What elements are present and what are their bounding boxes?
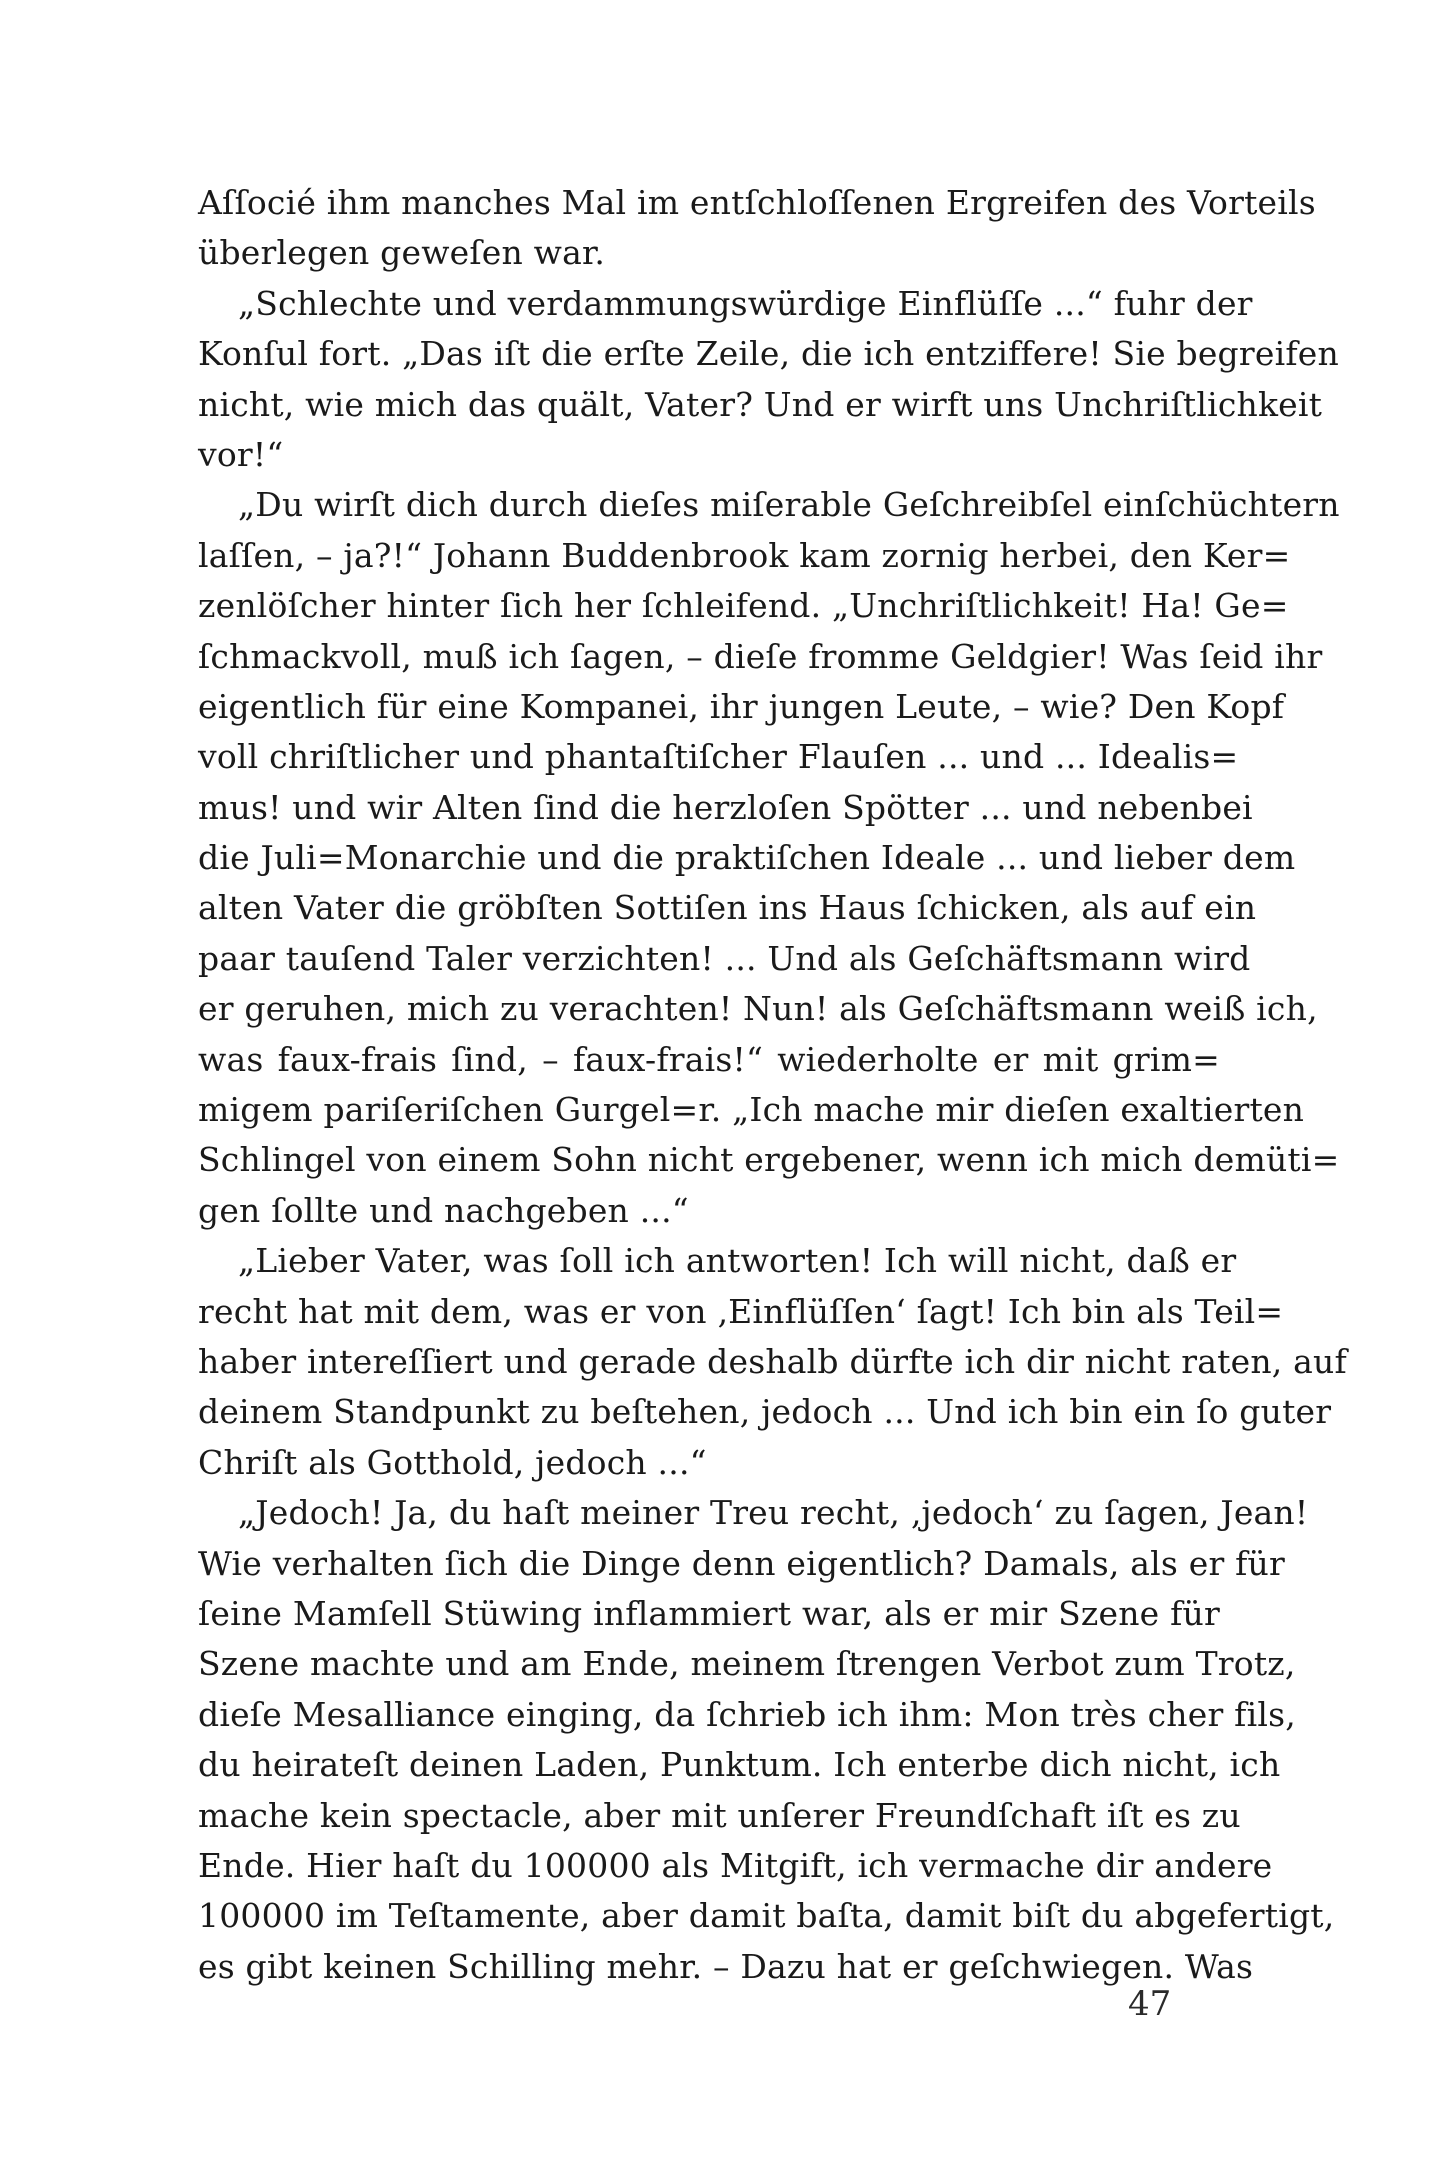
text-line: Schlingel von einem Sohn nicht ergebener, wenn ich mich demüti= bbox=[198, 1140, 1340, 1180]
text-line: Chriſt als Gotthold, jedoch ...“ bbox=[198, 1442, 707, 1482]
text-line: zenlöſcher hinter ſich her ſchleifend. „Unchriſtlichkeit! Ha! Ge= bbox=[198, 586, 1289, 626]
text-line: Wie verhalten ſich die Dinge denn eigentlich? Damals, als er für bbox=[198, 1543, 1285, 1583]
text-line: Szene machte und am Ende, meinem ſtrengen Verbot zum Trotz, bbox=[198, 1644, 1296, 1684]
page-number: 47 bbox=[1128, 1984, 1172, 2024]
text-line: ſchmackvoll, muß ich ſagen, – dieſe fromme Geldgier! Was ſeid ihr bbox=[198, 636, 1323, 676]
text-line: „Jedoch! Ja, du haſt meiner Treu recht, ‚jedoch‘ zu ſagen, Jean! bbox=[238, 1493, 1309, 1533]
text-line: er geruhen, mich zu verachten! Nun! als Geſchäftsmann weiß ich, bbox=[198, 989, 1318, 1029]
text-line: migem pariſeriſchen Gurgel=r. „Ich mache mir dieſen exaltierten bbox=[198, 1090, 1305, 1130]
text-line: mache kein spectacle, aber mit unſerer Freundſchaft iſt es zu bbox=[198, 1795, 1241, 1835]
text-line: Ende. Hier haſt du 100000 als Mitgift, ich vermache dir andere bbox=[198, 1845, 1273, 1885]
text-line: Aſſocié ihm manches Mal im entſchloſſenen Ergreifen des Vorteils bbox=[198, 183, 1316, 222]
text-line: eigentlich für eine Kompanei, ihr jungen Leute, – wie? Den Kopf bbox=[198, 686, 1285, 726]
text-line: was faux-frais ſind, – faux-frais!“ wiederholte er mit grim= bbox=[198, 1039, 1220, 1079]
text-line: paar tauſend Taler verzichten! ... Und als Geſchäftsmann wird bbox=[198, 938, 1251, 978]
text-line: „Schlechte und verdammungswürdige Einflüſſe ...“ fuhr der bbox=[238, 283, 1253, 323]
text-line: mus! und wir Alten ſind die herzloſen Spötter ... und nebenbei bbox=[198, 787, 1253, 827]
text-line: dieſe Mesalliance einging, da ſchrieb ich ihm: Mon très cher fils, bbox=[198, 1694, 1296, 1734]
text-line: alten Vater die gröbſten Sottiſen ins Haus ſchicken, als auf ein bbox=[198, 888, 1257, 928]
text-line: ſeine Mamſell Stüwing inflammiert war, als er mir Szene für bbox=[198, 1593, 1220, 1633]
text-line: vor!“ bbox=[198, 434, 284, 474]
text-line: deinem Standpunkt zu beſtehen, jedoch ... Und ich bin ein ſo guter bbox=[198, 1392, 1332, 1432]
text-line: „Du wirſt dich durch dieſes miſerable Geſchreibſel einſchüchtern bbox=[238, 485, 1340, 525]
text-line: gen ſollte und nachgeben ...“ bbox=[198, 1190, 689, 1230]
text-line: Konſul fort. „Das iſt die erſte Zeile, die ich entziffere! Sie begreifen bbox=[198, 334, 1339, 374]
text-line: 100000 im Teſtamente, aber damit baſta, damit biſt du abgefertigt, bbox=[198, 1896, 1335, 1936]
text-line: nicht, wie mich das quält, Vater? Und er wirft uns Unchriſtlichkeit bbox=[198, 384, 1323, 424]
body-text bbox=[198, 178, 1347, 1992]
text-line: es gibt keinen Schilling mehr. – Dazu hat er geſchwiegen. Was bbox=[198, 1946, 1254, 1986]
text-line: überlegen geweſen war. bbox=[198, 233, 606, 273]
text-line: du heirateſt deinen Laden, Punktum. Ich enterbe dich nicht, ich bbox=[198, 1745, 1281, 1785]
text-line: voll chriſtlicher und phantaſtiſcher Flauſen ... und ... Idealis= bbox=[198, 737, 1239, 777]
text-line: haber intereſſiert und gerade deshalb dürfte ich dir nicht raten, auf bbox=[198, 1341, 1347, 1381]
text-line: „Lieber Vater, was ſoll ich antworten! Ich will nicht, daß er bbox=[238, 1241, 1237, 1281]
text-line: recht hat mit dem, was er von ‚Einflüſſen‘ ſagt! Ich bin als Teil= bbox=[198, 1291, 1284, 1331]
text-line: die Juli=Monarchie und die praktiſchen Ideale ... und lieber dem bbox=[198, 838, 1296, 878]
text-line: laſſen, – ja?!“ Johann Buddenbrook kam zornig herbei, den Ker= bbox=[198, 535, 1291, 575]
